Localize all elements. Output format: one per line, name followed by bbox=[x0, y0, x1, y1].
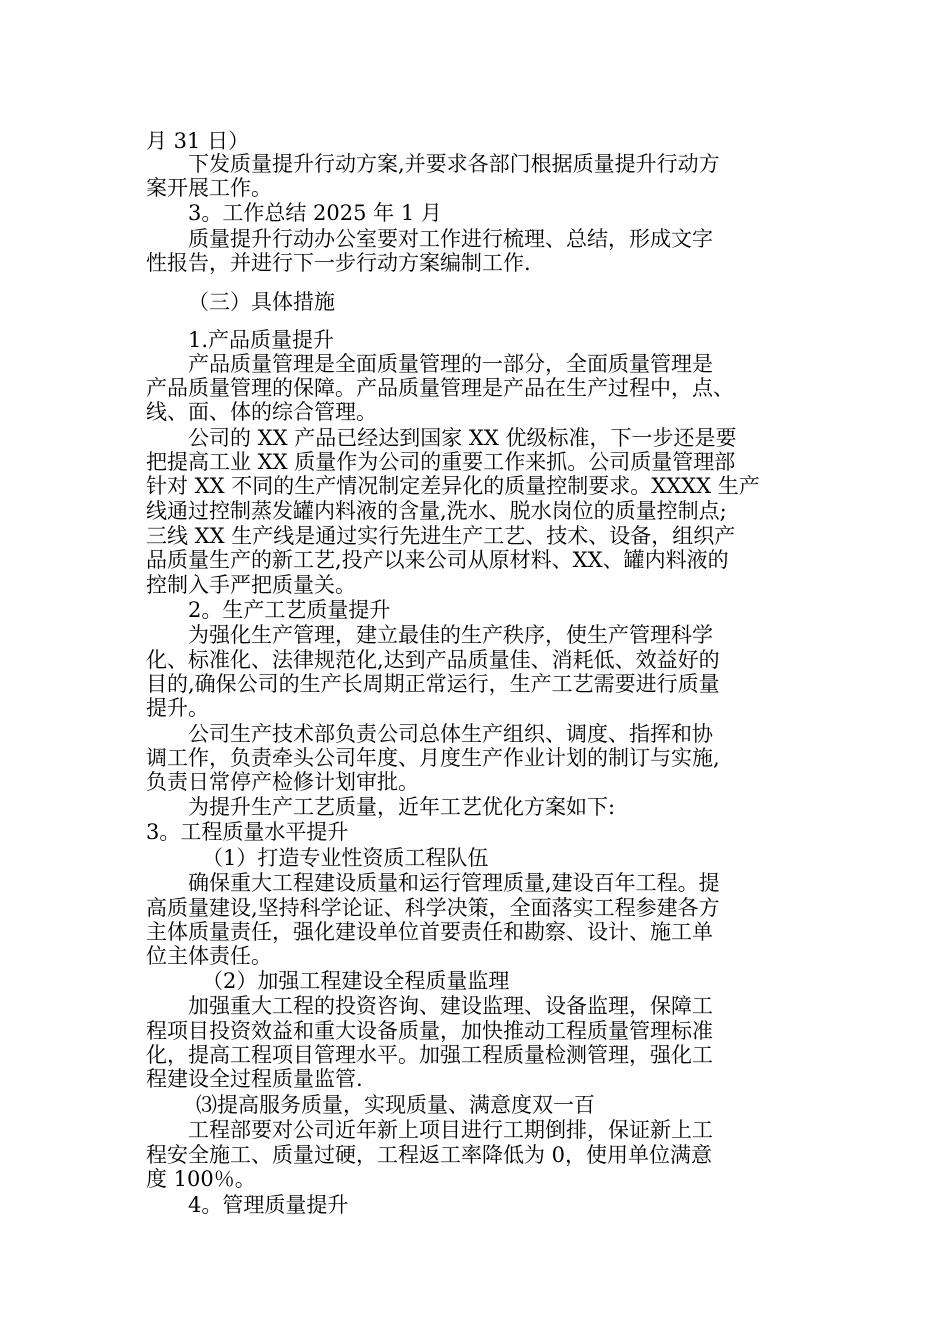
text-line: 控制入手严把质量关。 bbox=[146, 573, 356, 597]
text-line: 目的,确保公司的生产长周期正常运行，生产工艺需要进行质量 bbox=[146, 672, 720, 696]
text-line: 性报告，并进行下一步行动方案编制工作. bbox=[146, 251, 531, 275]
text-line: 负责日常停产检修计划审批。 bbox=[146, 770, 419, 794]
text-line: 3。工作总结 2025 年 1 月 bbox=[188, 201, 442, 225]
text-line: 产品质量管理是全面质量管理的一部分，全面质量管理是 bbox=[188, 352, 713, 376]
section-heading: （三）具体措施 bbox=[188, 290, 335, 314]
text-line: 主体质量责任，强化建设单位首要责任和勘察、设计、施工单 bbox=[146, 920, 713, 944]
text-line: 为强化生产管理，建立最佳的生产秩序，使生产管理科学 bbox=[188, 623, 713, 647]
text-line: 度 100％。 bbox=[146, 1167, 256, 1191]
text-line: 三线 XX 生产线是通过实行先进生产工艺、技术、设备，组织产 bbox=[146, 524, 736, 548]
text-line: 下发质量提升行动方案,并要求各部门根据质量提升行动方 bbox=[188, 152, 720, 176]
text-line: 高质量建设,坚持科学论证、科学决策，全面落实工程参建各方 bbox=[146, 896, 720, 920]
text-line: 为提升生产工艺质量，近年工艺优化方案如下: bbox=[188, 795, 616, 819]
text-line: 位主体责任。 bbox=[146, 944, 272, 968]
text-line: 化、标准化、法律规范化,达到产品质量佳、消耗低、效益好的 bbox=[146, 648, 720, 672]
text-line: 程建设全过程质量监管. bbox=[146, 1067, 363, 1091]
subsection-heading: 2。生产工艺质量提升 bbox=[188, 598, 391, 622]
text-line: 线、面、体的综合管理。 bbox=[146, 400, 377, 424]
text-line: 程项目投资效益和重大设备质量，加快推动工程质量管理标准 bbox=[146, 1019, 713, 1043]
text-line: 品质量生产的新工艺,投产以来公司从原材料、XX、罐内料液的 bbox=[146, 548, 729, 572]
text-line: 程安全施工、质量过硬，工程返工率降低为 0，使用单位满意 bbox=[146, 1143, 713, 1167]
text-line: 案开展工作。 bbox=[146, 176, 272, 200]
item-heading: （2）加强工程建设全程质量监理 bbox=[202, 969, 510, 993]
text-line: 产品质量管理的保障。产品质量管理是产品在生产过程中，点、 bbox=[146, 376, 734, 400]
text-line: 针对 XX 不同的生产情况制定差异化的质量控制要求。XXXX 生产 bbox=[146, 474, 760, 498]
text-line: 加强重大工程的投资咨询、建设监理、设备监理，保障工 bbox=[188, 994, 713, 1018]
item-heading: （1）打造专业性资质工程队伍 bbox=[202, 846, 489, 870]
text-line: 调工作，负责牵头公司年度、月度生产作业计划的制订与实施, bbox=[146, 746, 720, 770]
text-line: 把提高工业 XX 质量作为公司的重要工作来抓。公司质量管理部 bbox=[146, 450, 736, 474]
text-line: 公司的 XX 产品已经达到国家 XX 优级标准，下一步还是要 bbox=[188, 426, 737, 450]
text-line: 提升。 bbox=[146, 696, 209, 720]
text-line: 线通过控制蒸发罐内料液的含量,洗水、脱水岗位的质量控制点; bbox=[146, 499, 727, 523]
text-line: 化，提高工程项目管理水平。加强工程质量检测管理，强化工 bbox=[146, 1043, 713, 1067]
text-line: 公司生产技术部负责公司总体生产组织、调度、指挥和协 bbox=[188, 722, 713, 746]
text-line: 质量提升行动办公室要对工作进行梳理、总结，形成文字 bbox=[188, 227, 713, 251]
text-line: 工程部要对公司近年新上项目进行工期倒排，保证新上工 bbox=[188, 1118, 713, 1142]
subsection-heading: 3。工程质量水平提升 bbox=[146, 820, 349, 844]
subsection-heading: 1.产品质量提升 bbox=[188, 328, 335, 352]
text-line: 确保重大工程建设质量和运行管理质量,建设百年工程。提 bbox=[188, 871, 720, 895]
item-heading: ⑶提高服务质量，实现质量、满意度双一百 bbox=[196, 1093, 595, 1117]
subsection-heading: 4。管理质量提升 bbox=[188, 1193, 349, 1217]
text-line: 月 31 日） bbox=[146, 129, 250, 153]
